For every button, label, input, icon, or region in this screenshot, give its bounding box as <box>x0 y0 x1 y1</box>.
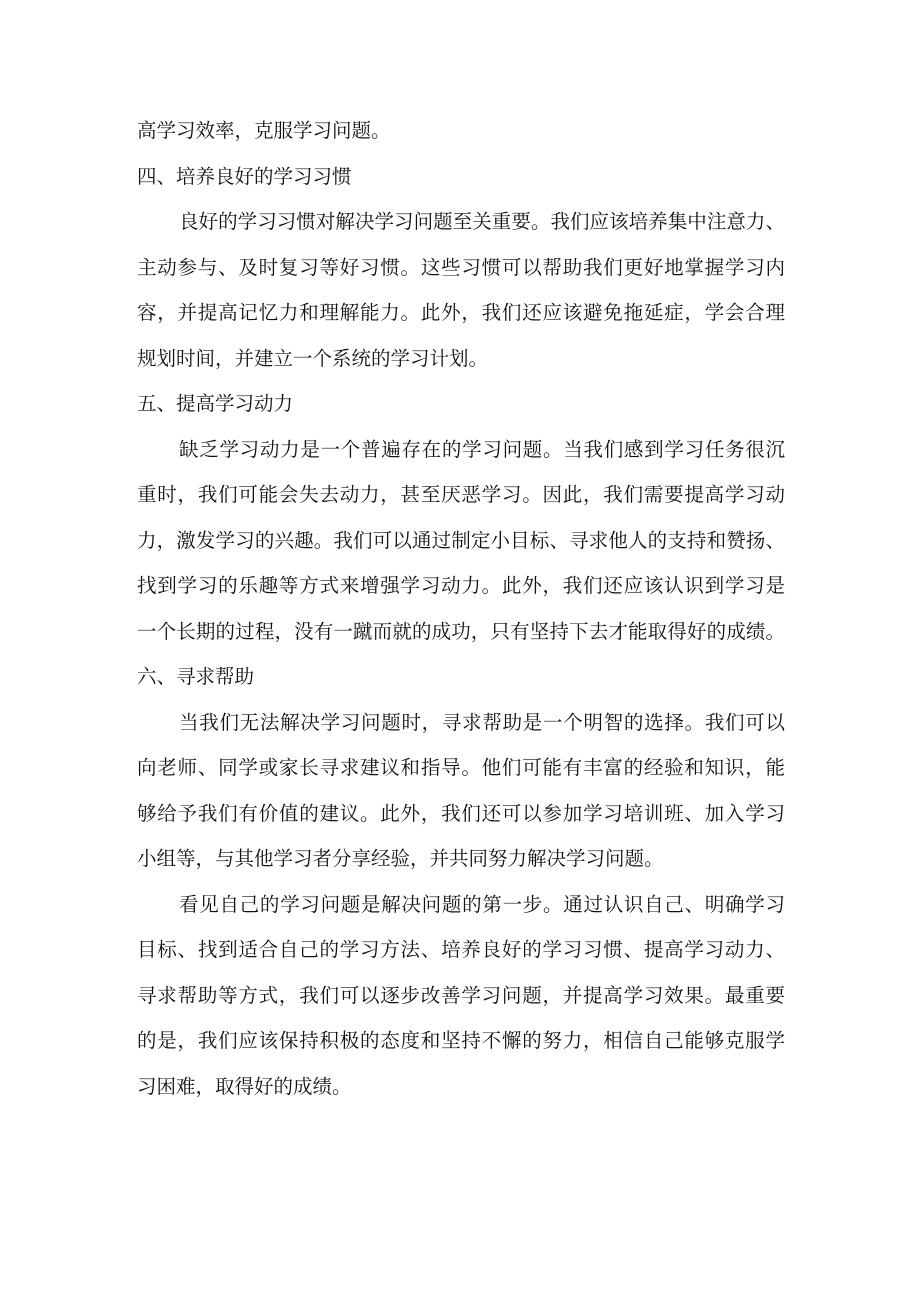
text-line: 向老师、同学或家长寻求建议和指导。他们可能有丰富的经验和知识，能 <box>137 756 785 779</box>
text-line: 良好的学习习惯对解决学习问题至关重要。我们应该培养集中注意力、 <box>179 210 785 233</box>
text-line: 的是，我们应该保持积极的态度和坚持不懈的努力，相信自己能够克服学 <box>137 1029 785 1052</box>
text-line: 小组等，与其他学习者分享经验，并共同努力解决学习问题。 <box>137 847 664 870</box>
text-line: 寻求帮助等方式，我们可以逐步改善学习问题，并提高学习效果。最重要 <box>137 983 785 1007</box>
text-line: 规划时间，并建立一个系统的学习计划。 <box>137 346 489 370</box>
document-body <box>137 108 785 1109</box>
text-line: 找到学习的乐趣等方式来增强学习动力。此外，我们还应该认识到学习是 <box>137 574 785 597</box>
text-line: 看见自己的学习问题是解决问题的第一步。通过认识自己、明确学习 <box>179 892 785 916</box>
text-line: 习困难，取得好的成绩。 <box>137 1074 352 1098</box>
text-line: 当我们无法解决学习问题时，寻求帮助是一个明智的选择。我们可以 <box>179 710 785 734</box>
text-line: 够给予我们有价值的建议。此外，我们还可以参加学习培训班、加入学习 <box>137 801 785 825</box>
section-heading-6 <box>137 654 785 700</box>
paragraph-study-habits <box>137 199 785 381</box>
text-line: 容，并提高记忆力和理解能力。此外，我们还应该避免拖延症，学会合理 <box>137 301 785 324</box>
heading-text: 四、培养良好的学习习惯 <box>137 164 352 188</box>
text-line: 主动参与、及时复习等好习惯。这些习惯可以帮助我们更好地掌握学习内 <box>137 255 785 279</box>
text-line: 高学习效率，克服学习问题。 <box>137 119 391 142</box>
text-line: 一个长期的过程，没有一蹴而就的成功，只有坚持下去才能取得好的成绩。 <box>137 619 785 643</box>
paragraph-conclusion <box>137 882 785 1110</box>
section-heading-4 <box>137 154 785 200</box>
text-line: 重时，我们可能会失去动力，甚至厌恶学习。因此，我们需要提高学习动 <box>137 483 785 506</box>
text-line: 力，激发学习的兴趣。我们可以通过制定小目标、寻求他人的支持和赞扬、 <box>137 528 785 552</box>
heading-text: 五、提高学习动力 <box>137 392 294 415</box>
paragraph-continuation <box>137 108 785 154</box>
text-line: 缺乏学习动力是一个普遍存在的学习问题。当我们感到学习任务很沉 <box>179 437 785 461</box>
section-heading-5 <box>137 381 785 427</box>
text-line: 目标、找到适合自己的学习方法、培养良好的学习习惯、提高学习动力、 <box>137 938 785 961</box>
paragraph-seek-help <box>137 700 785 882</box>
paragraph-motivation <box>137 427 785 655</box>
heading-text: 六、寻求帮助 <box>137 665 255 688</box>
